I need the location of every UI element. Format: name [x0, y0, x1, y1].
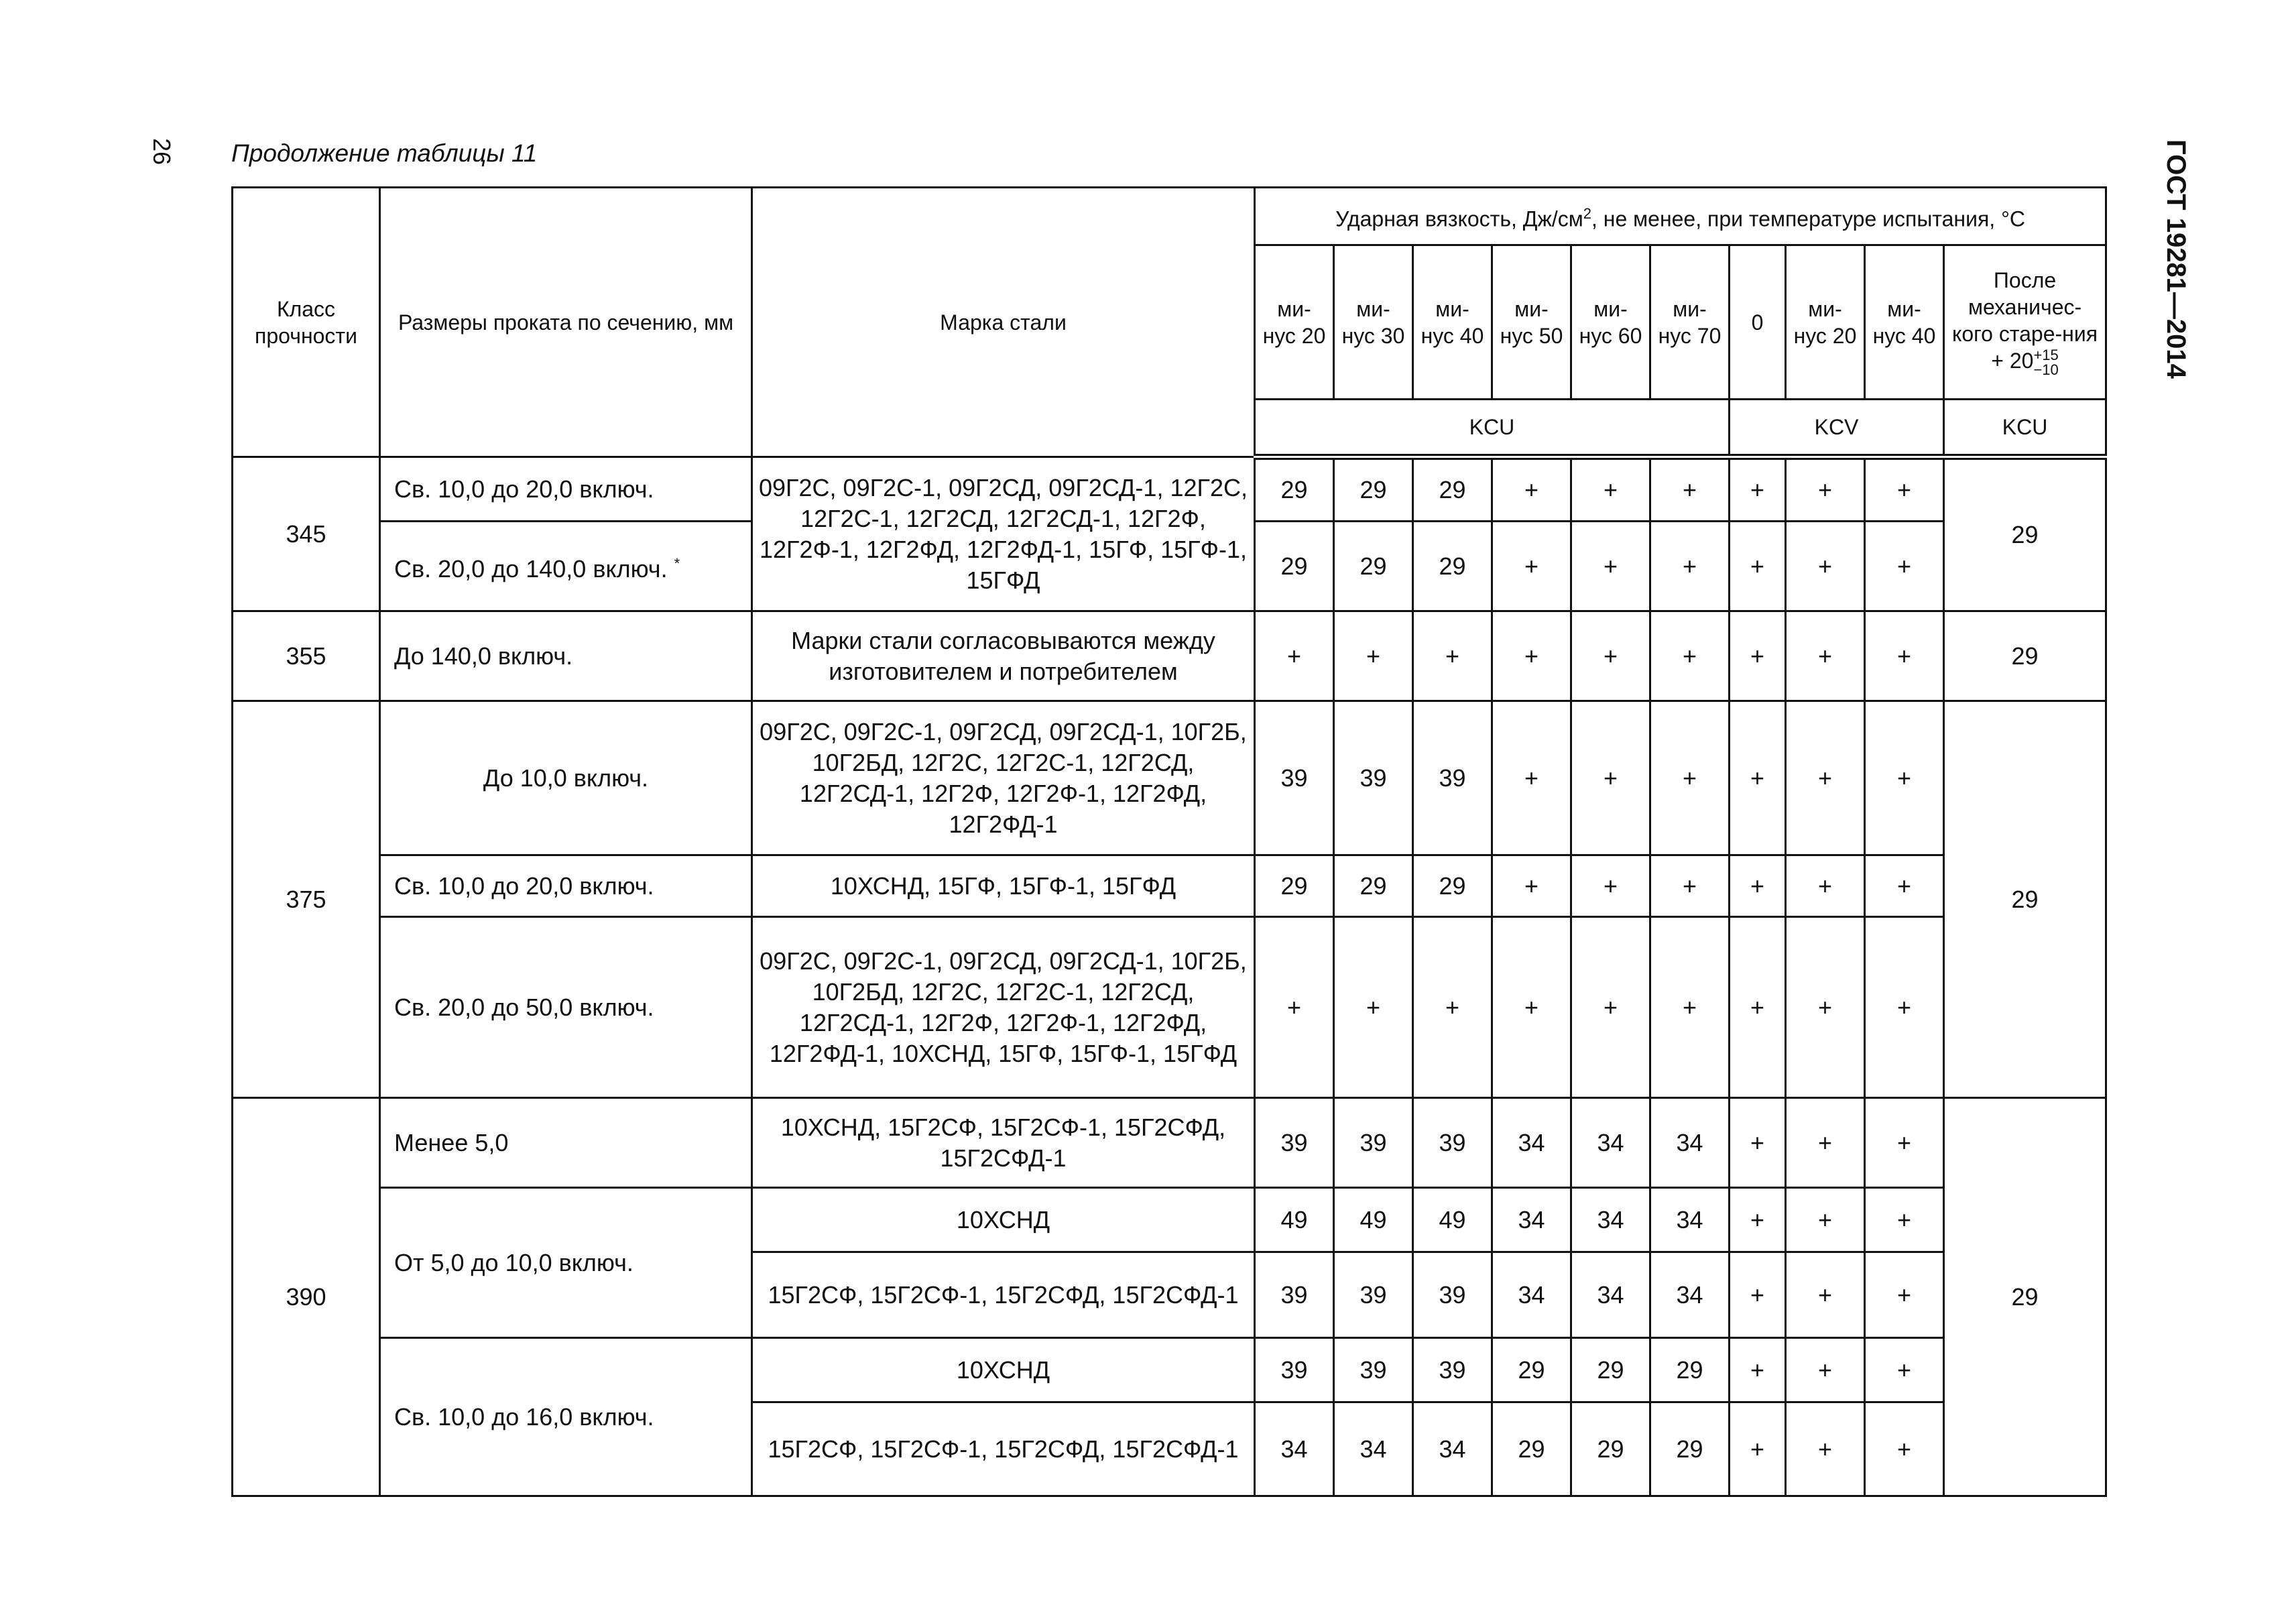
value-cell: + [1492, 522, 1571, 611]
class-cell: 375 [233, 701, 380, 1098]
value-cell: + [1865, 1402, 1944, 1496]
size-cell: До 140,0 включ. [380, 611, 752, 701]
value-cell: + [1730, 701, 1786, 855]
value-cell: 39 [1413, 1338, 1492, 1402]
value-cell: + [1492, 917, 1571, 1098]
value-cell: 34 [1650, 1252, 1730, 1338]
value-cell: + [1730, 1252, 1786, 1338]
grade-cell: 15Г2СФ, 15Г2СФ-1, 15Г2СФД, 15Г2СФД-1 [752, 1402, 1255, 1496]
value-cell: + [1786, 457, 1865, 522]
header-temp-2: ми-нус 30 [1334, 245, 1413, 400]
value-cell: + [1650, 855, 1730, 917]
value-cell: 34 [1492, 1098, 1571, 1188]
grade-cell: 09Г2С, 09Г2С-1, 09Г2СД, 09Г2СД-1, 10Г2Б, 10Г2БД, 12Г2С, 12Г2С-1, 12Г2СД, 12Г2СД-1, 12Г2Ф, 12Г2Ф-1, 12Г2ФД, 12Г2ФД-1 [752, 701, 1255, 855]
value-cell: 29 [1650, 1402, 1730, 1496]
value-cell: 29 [1334, 522, 1413, 611]
value-cell: 39 [1255, 1252, 1334, 1338]
value-cell: 34 [1492, 1188, 1571, 1252]
header-temp-3: ми-нус 40 [1413, 245, 1492, 400]
value-cell: + [1786, 522, 1865, 611]
size-cell: От 5,0 до 10,0 включ. [380, 1188, 752, 1338]
header-after-aging: После механичес-кого старе-ния + 20+15 −10 [1944, 245, 2106, 400]
value-cell: 29 [1650, 1338, 1730, 1402]
value-cell: + [1730, 1338, 1786, 1402]
value-cell: 34 [1571, 1252, 1650, 1338]
value-cell: 39 [1255, 1098, 1334, 1188]
value-cell: + [1255, 611, 1334, 701]
value-cell: 34 [1571, 1188, 1650, 1252]
value-cell: + [1865, 1188, 1944, 1252]
value-cell: + [1730, 611, 1786, 701]
value-cell: 34 [1334, 1402, 1413, 1496]
impact-table [231, 186, 2105, 1497]
value-cell: 39 [1334, 701, 1413, 855]
table-row [233, 1338, 2106, 1402]
header-impact: Ударная вязкость, $Дж/см^2$, не менее, при температуре испытания, °С [1255, 188, 2106, 245]
value-cell: + [1571, 522, 1650, 611]
value-cell: + [1786, 611, 1865, 701]
size-cell: Св. 10,0 до 16,0 включ. [380, 1338, 752, 1496]
grade-cell: 10ХСНД, 15Г2СФ, 15Г2СФ-1, 15Г2СФД, 15Г2СФД-1 [752, 1098, 1255, 1188]
value-cell: + [1730, 1402, 1786, 1496]
value-cell: 34 [1650, 1098, 1730, 1188]
aging-cell: 29 [1944, 457, 2106, 611]
value-cell: + [1865, 1098, 1944, 1188]
value-cell: 49 [1255, 1188, 1334, 1252]
value-cell: 39 [1334, 1338, 1413, 1402]
header-temp-6: ми-нус 70 [1650, 245, 1730, 400]
value-cell: + [1865, 917, 1944, 1098]
value-cell: + [1650, 611, 1730, 701]
header-temp-5: ми-нус 60 [1571, 245, 1650, 400]
size-cell: Св. 20,0 до 50,0 включ. [380, 917, 752, 1098]
table-row [233, 457, 2106, 522]
value-cell: + [1865, 701, 1944, 855]
table-caption: Продолжение таблицы 11 [231, 139, 538, 167]
grade-cell: 15Г2СФ, 15Г2СФ-1, 15Г2СФД, 15Г2СФД-1 [752, 1252, 1255, 1338]
value-cell: + [1730, 917, 1786, 1098]
value-cell: 29 [1571, 1338, 1650, 1402]
value-cell: + [1334, 917, 1413, 1098]
grade-cell: Марки стали согласовываются между изготовителем и потребителем [752, 611, 1255, 701]
value-cell: 34 [1255, 1402, 1334, 1496]
value-cell: 39 [1255, 1338, 1334, 1402]
value-cell: + [1492, 701, 1571, 855]
table-row [233, 1098, 2106, 1188]
value-cell: + [1650, 457, 1730, 522]
class-cell: 355 [233, 611, 380, 701]
value-cell: + [1786, 701, 1865, 855]
value-cell: 34 [1492, 1252, 1571, 1338]
grade-cell: 10ХСНД [752, 1338, 1255, 1402]
value-cell: + [1413, 611, 1492, 701]
value-cell: 29 [1571, 1402, 1650, 1496]
value-cell: + [1865, 611, 1944, 701]
value-cell: + [1730, 1098, 1786, 1188]
value-cell: + [1571, 917, 1650, 1098]
class-cell: 390 [233, 1098, 380, 1496]
header-temp-7: 0 [1730, 245, 1786, 400]
value-cell: 34 [1571, 1098, 1650, 1188]
value-cell: + [1650, 522, 1730, 611]
header-class: Класс прочности [233, 188, 380, 457]
header-group-kcu: KCU [1255, 400, 1730, 457]
value-cell: + [1730, 457, 1786, 522]
size-cell: Св. 20,0 до 140,0 включ. * [380, 522, 752, 611]
size-cell: Св. 10,0 до 20,0 включ. [380, 457, 752, 522]
header-grade: Марка стали [752, 188, 1255, 457]
value-cell: + [1492, 457, 1571, 522]
value-cell: 39 [1413, 1098, 1492, 1188]
value-cell: + [1865, 855, 1944, 917]
value-cell: + [1571, 457, 1650, 522]
size-cell: Св. 10,0 до 20,0 включ. [380, 855, 752, 917]
value-cell: + [1650, 701, 1730, 855]
value-cell: + [1786, 1098, 1865, 1188]
value-cell: + [1786, 1338, 1865, 1402]
size-cell: Менее 5,0 [380, 1098, 752, 1188]
grade-cell: 09Г2С, 09Г2С-1, 09Г2СД, 09Г2СД-1, 12Г2С, 12Г2С-1, 12Г2СД, 12Г2СД-1, 12Г2Ф, 12Г2Ф-1, 12Г2ФД, 12Г2ФД-1, 15ГФ, 15ГФ-1, 15ГФД [752, 457, 1255, 611]
value-cell: + [1865, 457, 1944, 522]
value-cell: 29 [1492, 1338, 1571, 1402]
value-cell: + [1571, 855, 1650, 917]
value-cell: + [1492, 855, 1571, 917]
value-cell: + [1786, 917, 1865, 1098]
value-cell: + [1865, 522, 1944, 611]
value-cell: 34 [1650, 1188, 1730, 1252]
value-cell: 29 [1255, 457, 1334, 522]
header-group-kcv: KCV [1730, 400, 1944, 457]
value-cell: + [1730, 522, 1786, 611]
value-cell: + [1786, 1402, 1865, 1496]
value-cell: + [1786, 855, 1865, 917]
header-temp-8: ми-нус 20 [1786, 245, 1865, 400]
value-cell: 29 [1255, 855, 1334, 917]
value-cell: + [1865, 1338, 1944, 1402]
table-row [233, 1188, 2106, 1252]
value-cell: 29 [1413, 457, 1492, 522]
grade-cell: 10ХСНД [752, 1188, 1255, 1252]
value-cell: + [1786, 1188, 1865, 1252]
header-temp-4: ми-нус 50 [1492, 245, 1571, 400]
value-cell: 39 [1334, 1098, 1413, 1188]
header-temp-1: ми-нус 20 [1255, 245, 1334, 400]
value-cell: 39 [1255, 701, 1334, 855]
value-cell: 49 [1413, 1188, 1492, 1252]
value-cell: 39 [1334, 1252, 1413, 1338]
value-cell: + [1865, 1252, 1944, 1338]
header-group-kcu-aging: KCU [1944, 400, 2106, 457]
table-row [233, 917, 2106, 1098]
grade-cell: 10ХСНД, 15ГФ, 15ГФ-1, 15ГФД [752, 855, 1255, 917]
header-temp-9: ми-нус 40 [1865, 245, 1944, 400]
value-cell: 29 [1334, 457, 1413, 522]
value-cell: + [1413, 917, 1492, 1098]
class-cell: 345 [233, 457, 380, 611]
value-cell: 39 [1413, 1252, 1492, 1338]
aging-cell: 29 [1944, 701, 2106, 1098]
value-cell: 49 [1334, 1188, 1413, 1252]
value-cell: + [1492, 611, 1571, 701]
table-row [233, 611, 2106, 701]
value-cell: + [1730, 855, 1786, 917]
page-number: 26 [148, 138, 176, 166]
value-cell: + [1571, 701, 1650, 855]
value-cell: + [1334, 611, 1413, 701]
value-cell: + [1650, 917, 1730, 1098]
value-cell: 29 [1492, 1402, 1571, 1496]
grade-cell: 09Г2С, 09Г2С-1, 09Г2СД, 09Г2СД-1, 10Г2Б, 10Г2БД, 12Г2С, 12Г2С-1, 12Г2СД, 12Г2СД-1, 12Г2Ф, 12Г2Ф-1, 12Г2ФД, 12Г2ФД-1, 10ХСНД, 15ГФ, 15ГФ-1, 15ГФД [752, 917, 1255, 1098]
table-row [233, 701, 2106, 855]
value-cell: 29 [1413, 855, 1492, 917]
value-cell: 29 [1255, 522, 1334, 611]
header-size: Размеры проката по сечению, мм [380, 188, 752, 457]
aging-cell: 29 [1944, 611, 2106, 701]
value-cell: 29 [1334, 855, 1413, 917]
standard-code: ГОСТ 19281—2014 [2161, 139, 2191, 379]
size-cell: До 10,0 включ. [380, 701, 752, 855]
value-cell: + [1255, 917, 1334, 1098]
value-cell: + [1786, 1252, 1865, 1338]
table-row [233, 855, 2106, 917]
value-cell: + [1730, 1188, 1786, 1252]
value-cell: 39 [1413, 701, 1492, 855]
value-cell: 29 [1413, 522, 1492, 611]
value-cell: 34 [1413, 1402, 1492, 1496]
aging-cell: 29 [1944, 1098, 2106, 1496]
value-cell: + [1571, 611, 1650, 701]
